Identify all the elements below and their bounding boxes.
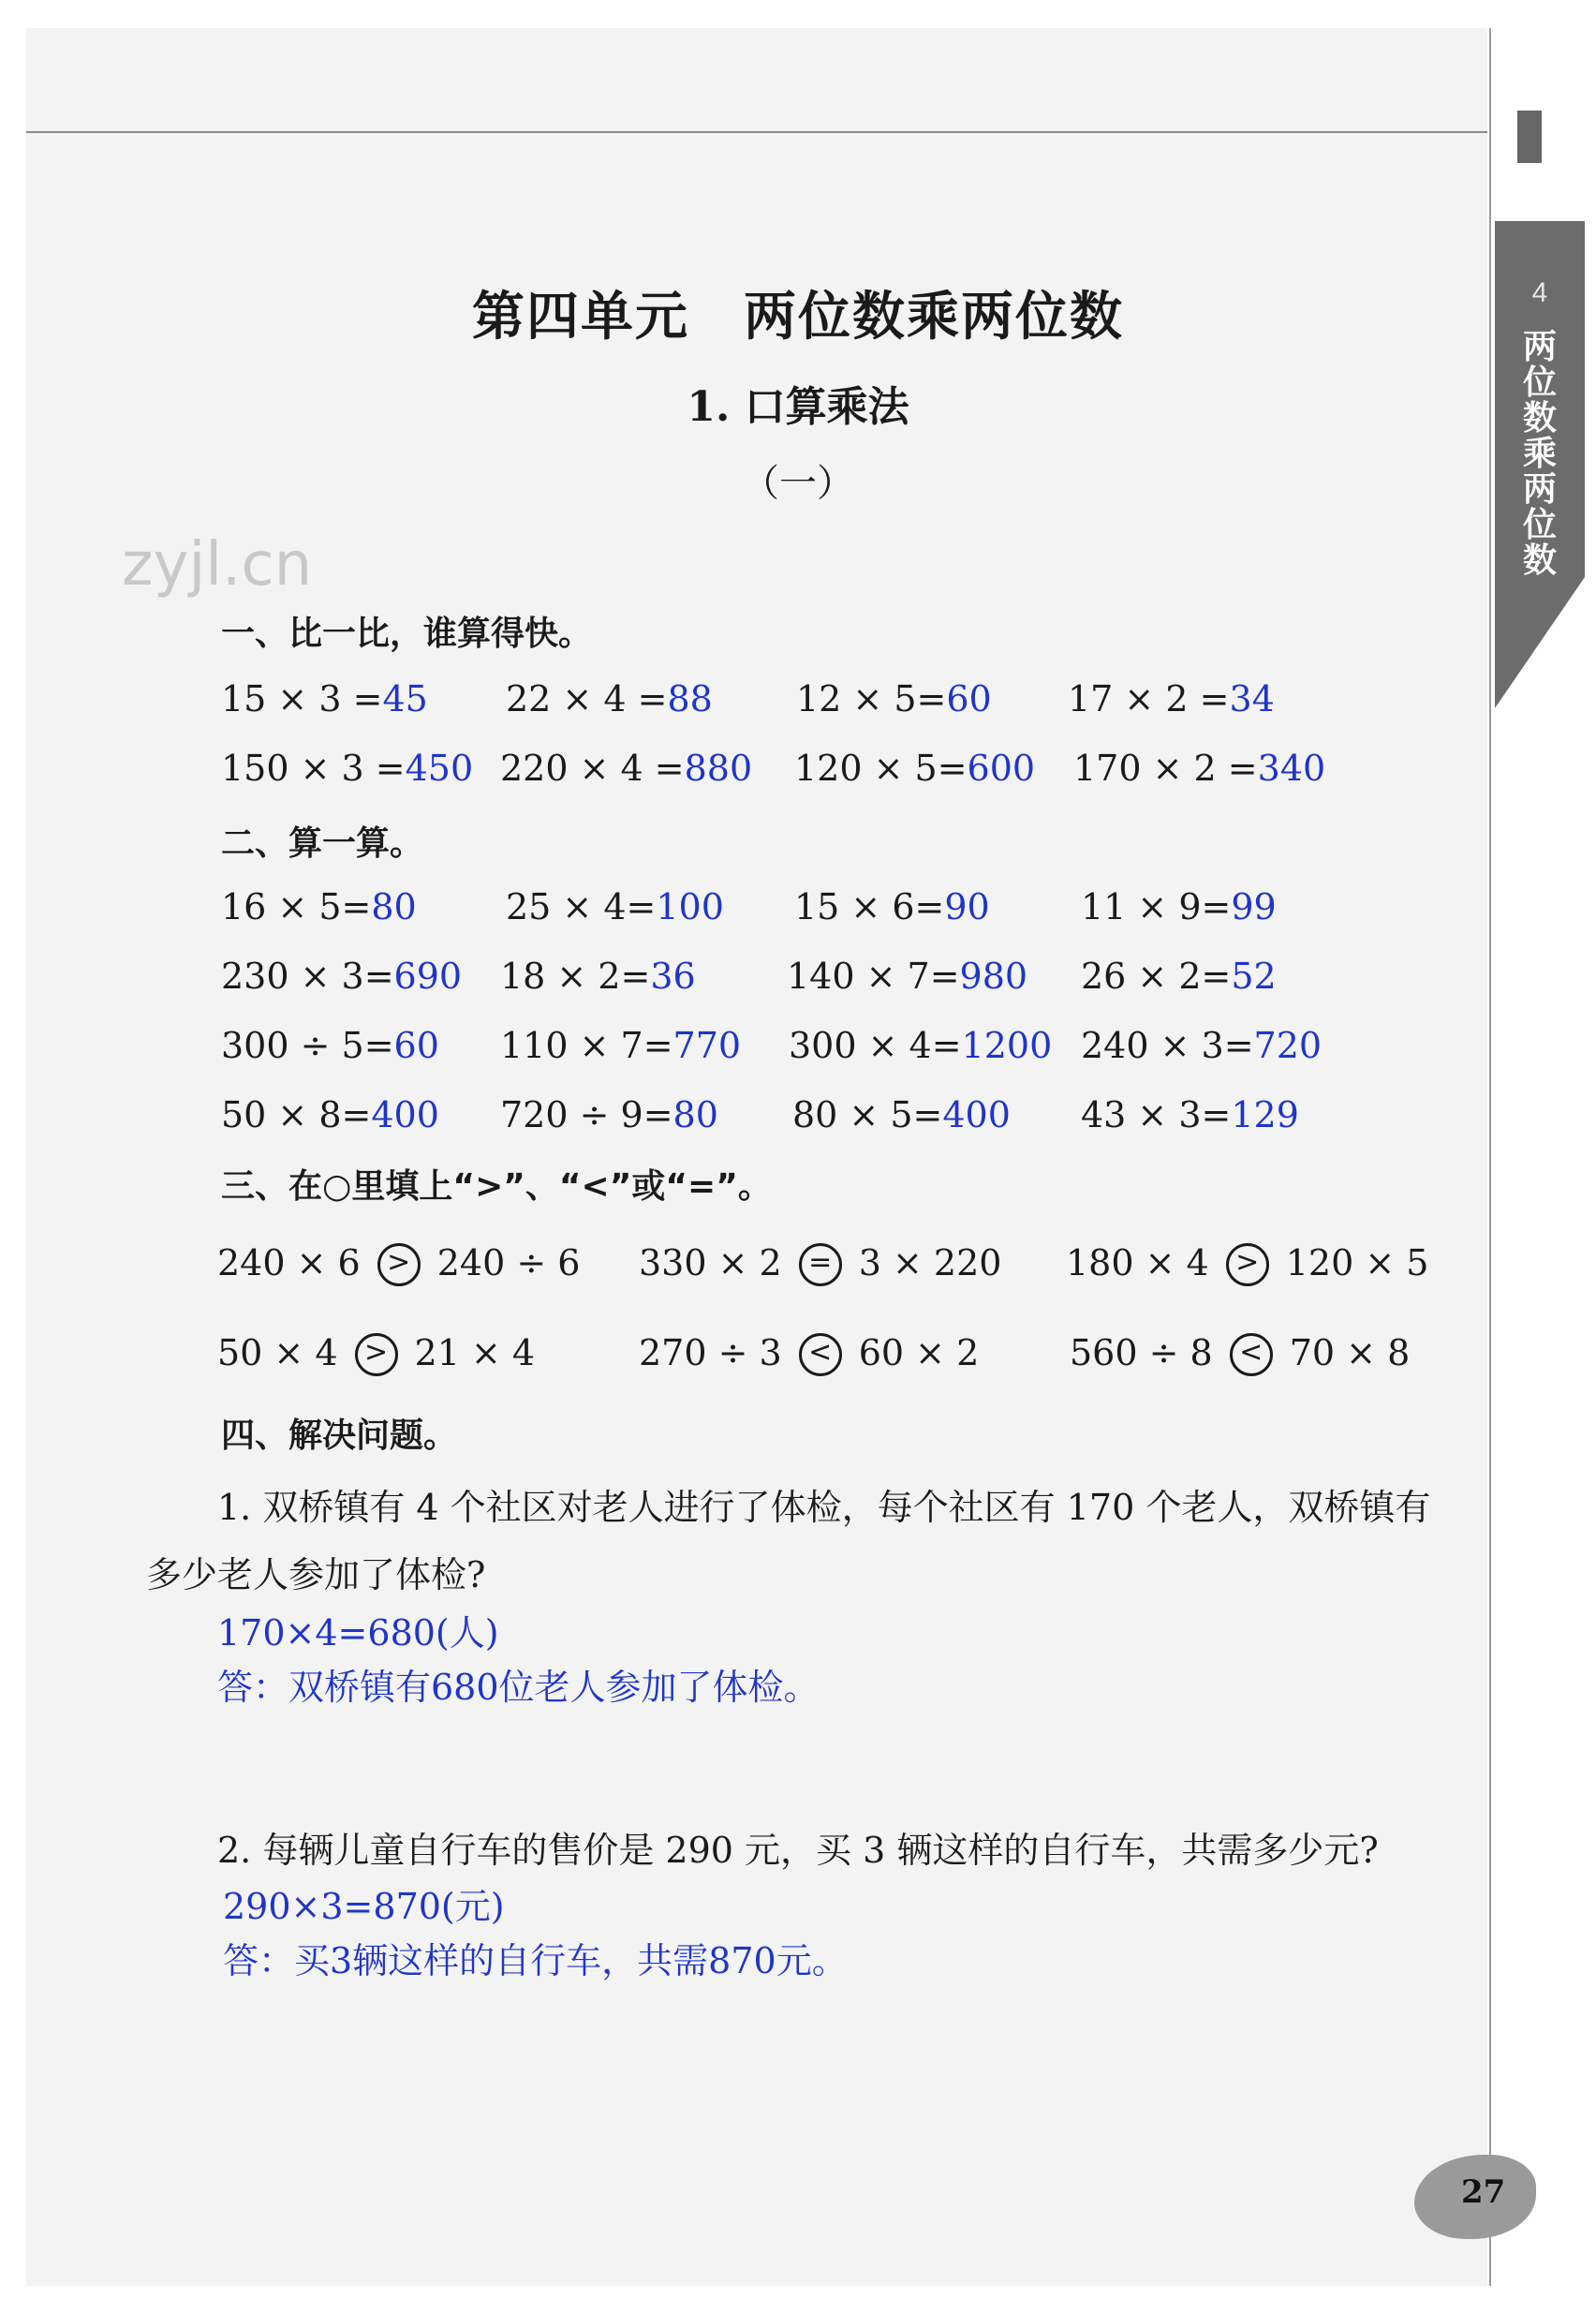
compare-right: 60 × 2 bbox=[858, 1332, 980, 1373]
calc-question: 17 × 2 = bbox=[1068, 678, 1230, 719]
calc-item bbox=[221, 1025, 439, 1066]
calc-question: 240 × 3= bbox=[1081, 1025, 1254, 1066]
calc-answer: 690 bbox=[393, 956, 463, 997]
calc-answer: 400 bbox=[371, 1094, 439, 1135]
calc-answer: 60 bbox=[946, 678, 992, 719]
calc-item bbox=[500, 748, 752, 789]
calc-question: 120 × 5= bbox=[794, 748, 968, 789]
compare-left: 240 × 6 bbox=[217, 1242, 361, 1283]
calc-question: 18 × 2= bbox=[500, 956, 651, 997]
part4-heading: 四、解决问题。 bbox=[221, 1416, 458, 1455]
compare-circle: > bbox=[1226, 1243, 1269, 1286]
section-title: 1. 口算乘法 bbox=[687, 383, 909, 431]
problem-2-work: 290×3=870(元) bbox=[223, 1886, 505, 1927]
calc-item bbox=[1068, 678, 1275, 719]
compare-right: 70 × 8 bbox=[1289, 1332, 1411, 1373]
calc-item bbox=[221, 748, 473, 789]
calc-answer: 80 bbox=[672, 1094, 718, 1135]
calc-item bbox=[221, 956, 462, 997]
calc-question: 15 × 6= bbox=[794, 886, 945, 927]
margin-rule bbox=[1489, 28, 1491, 2286]
problem-1-question-line1: 1. 双桥镇有 4 个社区对老人进行了体检，每个社区有 170 个老人，双桥镇有 bbox=[217, 1487, 1431, 1528]
calc-item bbox=[794, 886, 990, 927]
calc-question: 15 × 3 = bbox=[221, 678, 383, 719]
problem-2-question: 2. 每辆儿童自行车的售价是 290 元，买 3 辆这样的自行车，共需多少元? bbox=[217, 1830, 1379, 1871]
calc-answer: 52 bbox=[1231, 956, 1277, 997]
calc-answer: 60 bbox=[393, 1025, 439, 1066]
side-tab-number: 4 bbox=[1531, 277, 1548, 308]
corner-mark bbox=[1517, 111, 1542, 163]
problem-1-work: 170×4=680(人) bbox=[217, 1612, 499, 1654]
watermark: zyjl.cn bbox=[122, 530, 313, 600]
compare-item bbox=[1070, 1332, 1410, 1376]
calc-item bbox=[796, 678, 992, 719]
calc-answer: 129 bbox=[1231, 1094, 1299, 1135]
calc-question: 720 ÷ 9= bbox=[500, 1094, 673, 1135]
calc-item bbox=[794, 748, 1035, 789]
calc-question: 230 × 3= bbox=[221, 956, 394, 997]
calc-question: 43 × 3= bbox=[1081, 1094, 1232, 1135]
part1-heading: 一、比一比，谁算得快。 bbox=[221, 615, 593, 653]
calc-answer: 45 bbox=[382, 678, 428, 719]
calc-item bbox=[221, 886, 417, 927]
calc-question: 140 × 7= bbox=[787, 956, 960, 997]
calc-answer: 34 bbox=[1229, 678, 1275, 719]
calc-answer: 600 bbox=[967, 748, 1036, 789]
calc-question: 110 × 7= bbox=[500, 1025, 673, 1066]
calc-question: 11 × 9= bbox=[1081, 886, 1232, 927]
compare-left: 50 × 4 bbox=[217, 1332, 338, 1373]
calc-answer: 400 bbox=[942, 1094, 1011, 1135]
side-tab-label: 两位数乘两位数 bbox=[1522, 328, 1557, 580]
compare-right: 240 ÷ 6 bbox=[436, 1242, 581, 1283]
calc-answer: 100 bbox=[656, 886, 724, 927]
compare-left: 180 × 4 bbox=[1066, 1242, 1209, 1283]
calc-item bbox=[506, 886, 724, 927]
calc-question: 25 × 4= bbox=[506, 886, 657, 927]
compare-right: 3 × 220 bbox=[858, 1242, 1002, 1283]
calc-answer: 36 bbox=[650, 956, 696, 997]
calc-item bbox=[1081, 956, 1277, 997]
calc-item bbox=[789, 1025, 1052, 1066]
compare-right: 120 × 5 bbox=[1285, 1242, 1429, 1283]
calc-question: 80 × 5= bbox=[792, 1094, 943, 1135]
compare-right: 21 × 4 bbox=[414, 1332, 536, 1373]
calc-item bbox=[1081, 1025, 1322, 1066]
sub-title: （一） bbox=[742, 462, 854, 505]
calc-answer: 90 bbox=[944, 886, 990, 927]
compare-circle: > bbox=[355, 1333, 398, 1376]
calc-answer: 1200 bbox=[961, 1025, 1053, 1066]
compare-item bbox=[639, 1332, 979, 1376]
part2-heading: 二、算一算。 bbox=[221, 824, 424, 863]
calc-item bbox=[500, 1094, 718, 1135]
calc-item bbox=[221, 1094, 439, 1135]
calc-answer: 770 bbox=[672, 1025, 742, 1066]
calc-question: 300 ÷ 5= bbox=[221, 1025, 394, 1066]
calc-item bbox=[1073, 748, 1325, 789]
calc-answer: 880 bbox=[684, 748, 753, 789]
calc-answer: 99 bbox=[1231, 886, 1277, 927]
compare-left: 270 ÷ 3 bbox=[639, 1332, 782, 1373]
compare-left: 330 × 2 bbox=[639, 1242, 782, 1283]
calc-item bbox=[792, 1094, 1011, 1135]
compare-circle: > bbox=[377, 1243, 421, 1286]
calc-question: 300 × 4= bbox=[789, 1025, 962, 1066]
calc-question: 12 × 5= bbox=[796, 678, 947, 719]
problem-2-answer: 答：买3辆这样的自行车，共需870元。 bbox=[223, 1940, 848, 1981]
compare-item bbox=[217, 1332, 535, 1376]
compare-circle: < bbox=[799, 1333, 842, 1376]
calc-question: 170 × 2 = bbox=[1073, 748, 1258, 789]
calc-item bbox=[1081, 1094, 1299, 1135]
compare-left: 560 ÷ 8 bbox=[1070, 1332, 1213, 1373]
problem-1-question-line2: 多少老人参加了体检? bbox=[146, 1554, 486, 1595]
calc-item bbox=[787, 956, 1027, 997]
calc-item bbox=[500, 956, 696, 997]
calc-question: 16 × 5= bbox=[221, 886, 372, 927]
calc-question: 150 × 3 = bbox=[221, 748, 406, 789]
part3-heading: 三、在○里填上“>”、“<”或“=”。 bbox=[221, 1167, 772, 1206]
problem-1-answer: 答：双桥镇有680位老人参加了体检。 bbox=[217, 1667, 820, 1708]
calc-answer: 450 bbox=[405, 748, 474, 789]
calc-answer: 80 bbox=[371, 886, 417, 927]
chapter-title: 第四单元 两位数乘两位数 bbox=[472, 286, 1124, 348]
side-tab-wedge bbox=[1495, 577, 1585, 708]
calc-item bbox=[500, 1025, 741, 1066]
calc-question: 220 × 4 = bbox=[500, 748, 685, 789]
compare-item bbox=[1066, 1242, 1428, 1286]
page-number: 27 bbox=[1461, 2173, 1506, 2211]
calc-answer: 980 bbox=[959, 956, 1028, 997]
calc-answer: 88 bbox=[667, 678, 713, 719]
calc-answer: 340 bbox=[1257, 748, 1326, 789]
calc-question: 50 × 8= bbox=[221, 1094, 372, 1135]
calc-item bbox=[506, 678, 713, 719]
compare-item bbox=[217, 1242, 580, 1286]
calc-item bbox=[221, 678, 428, 719]
calc-question: 22 × 4 = bbox=[506, 678, 668, 719]
compare-circle: < bbox=[1230, 1333, 1273, 1376]
compare-circle: = bbox=[799, 1243, 842, 1286]
calc-question: 26 × 2= bbox=[1081, 956, 1232, 997]
header-rule bbox=[26, 131, 1487, 133]
calc-item bbox=[1081, 886, 1277, 927]
compare-item bbox=[639, 1242, 1001, 1286]
calc-answer: 720 bbox=[1253, 1025, 1323, 1066]
